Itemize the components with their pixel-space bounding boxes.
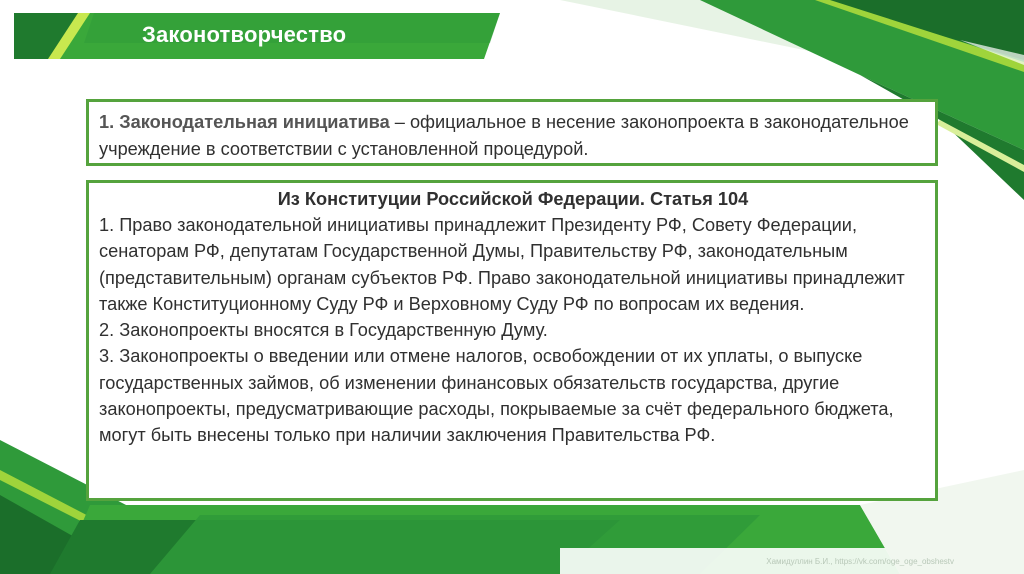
constitution-heading: Из Конституции Российской Федерации. Статья 104 xyxy=(277,189,749,209)
author-credit: Хамидуллин Б.И., https://vk.com/oge_oge_obshestv xyxy=(766,557,954,566)
definition-body: – официальное в несение законопроекта в законодательное учреждение в соответствии с установленной процедурой. xyxy=(99,112,909,159)
definition-text xyxy=(99,109,927,163)
constitution-box xyxy=(86,180,938,501)
article-paragraph: 2. Законопроекты вносятся в Государственную Думу. xyxy=(99,320,548,341)
definition-box xyxy=(86,99,938,166)
article-paragraph: 3. Законопроекты о введении или отмене налогов, освобождении от их уплаты, о выпуске государственных займов, об изменении финансовых обязательств государства, другие законопроекты, предусматривающие расходы, покрываемые за счёт федерального бюджета, могут быть внесены только при наличии заключения Правительства РФ. xyxy=(99,346,894,446)
definition-term: 1. Законодательная инициатива xyxy=(99,112,390,132)
article-paragraph: 1. Право законодательной инициативы принадлежит Президенту РФ, Совету Федерации, сенаторам РФ, депутатам Государственной Думы, Правительству РФ, законодательным (представительным) органам субъектов РФ. Право законодательной инициативы принадлежит также Конституционному Суду РФ и Верховному Суду РФ по вопросам их ведения. xyxy=(99,215,905,314)
page-title: Законотворчество xyxy=(142,22,347,47)
